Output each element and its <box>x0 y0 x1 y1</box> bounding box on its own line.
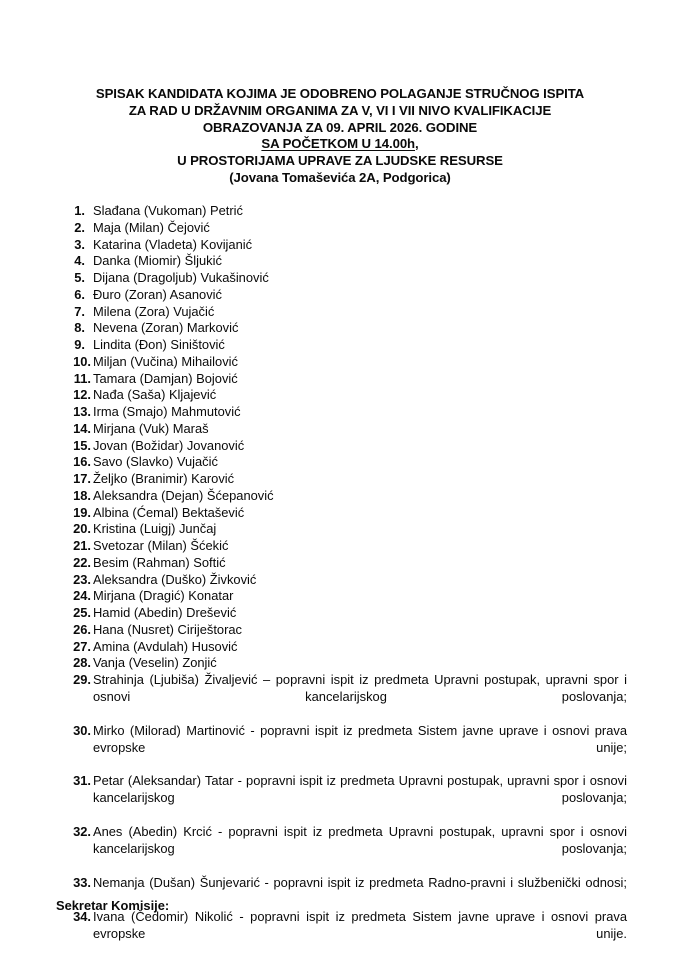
list-item-number: 8. <box>74 320 85 336</box>
list-item-text: Mirjana (Dragić) Konatar <box>93 588 234 604</box>
list-item <box>63 203 627 220</box>
list-item <box>63 588 627 605</box>
list-item <box>63 471 627 488</box>
list-item-text: Tamara (Damjan) Bojović <box>93 370 238 386</box>
list-item-number: 2. <box>74 219 85 235</box>
list-item-number: 32. <box>73 824 91 840</box>
list-item-number: 30. <box>73 722 91 738</box>
list-item-text: Miljan (Vučina) Mihailović <box>93 353 238 369</box>
list-item <box>63 773 627 824</box>
document-header <box>40 86 640 187</box>
header-line-5: U PROSTORIJAMA UPRAVE ZA LJUDSKE RESURSE <box>177 153 503 169</box>
list-item-text: Maja (Milan) Čejović <box>93 219 210 235</box>
list-item-number: 25. <box>73 605 91 620</box>
header-line-4 <box>40 136 640 153</box>
list-item <box>63 220 627 237</box>
list-item-text: Ivana (Čedomir) Nikolić - popravni ispit iz predmeta Sistem javne uprave i osnovi prava evropske unije. <box>93 908 627 941</box>
list-item-text: Aleksandra (Dejan) Šćepanović <box>93 487 274 503</box>
list-item-text: Savo (Slavko) Vujačić <box>93 454 218 470</box>
list-item-text: Dijana (Dragoljub) Vukašinović <box>93 270 269 285</box>
header-line-underlined-text: SA POČETKOM U 14.00h <box>261 136 416 152</box>
list-item-number: 10. <box>73 353 91 369</box>
list-item-number: 20. <box>73 521 91 537</box>
header-line-6: (Jovana Tomaševića 2A, Podgorica) <box>229 169 451 185</box>
list-item <box>63 320 627 337</box>
header-line-3: OBRAZOVANJA ZA 09. APRIL 2026. GODINE <box>202 119 478 135</box>
list-item <box>63 371 627 388</box>
list-item <box>63 538 627 555</box>
list-item <box>63 505 627 522</box>
list-item-text: Nađa (Saša) Kljajević <box>93 387 217 403</box>
list-item-number: 24. <box>73 588 91 604</box>
list-item-text: Danka (Miomir) Šljukić <box>93 253 222 269</box>
list-item-number: 34. <box>73 908 91 924</box>
list-item-text: Strahinja (Ljubiša) Živaljević – popravni ispit iz predmeta Upravni postupak, upravni spor i osnovi kancelarijskog poslovanja; <box>93 672 627 704</box>
list-item-number: 33. <box>73 874 91 890</box>
list-item-text: Hana (Nusret) Ciriještorac <box>93 621 242 637</box>
list-item-text: Slađana (Vukoman) Petrić <box>93 203 243 218</box>
list-item-number: 12. <box>73 387 91 403</box>
list-item <box>63 572 627 589</box>
list-item-text: Nemanja (Dušan) Šunjevarić - popravni ispit iz predmeta Radno-pravni i službenički odnosi; <box>93 874 627 890</box>
list-item-number: 13. <box>73 404 91 419</box>
list-item <box>63 655 627 672</box>
list-item-text: Mirko (Milorad) Martinović - popravni ispit iz predmeta Sistem javne uprave i osnovi prava evropske unije; <box>93 722 627 755</box>
list-item <box>63 287 627 304</box>
list-item-text: Svetozar (Milan) Šćekić <box>93 538 229 553</box>
secretary-signature-label: Sekretar Komisije: <box>56 898 170 913</box>
header-line-2: ZA RAD U DRŽAVNIM ORGANIMA ZA V, VI I VII NIVO KVALIFIKACIJE <box>128 102 552 118</box>
list-item-text: Besim (Rahman) Softić <box>93 554 226 570</box>
list-item <box>63 270 627 287</box>
list-item-number: 3. <box>74 236 85 252</box>
list-item <box>63 387 627 404</box>
list-item <box>63 237 627 254</box>
list-item-number: 6. <box>74 286 85 302</box>
list-item-text: Jovan (Božidar) Jovanović <box>93 437 245 453</box>
list-item-number: 19. <box>73 504 91 520</box>
list-item-number: 4. <box>74 253 85 269</box>
list-item <box>63 555 627 572</box>
list-item <box>63 488 627 505</box>
list-item-text: Đuro (Zoran) Asanović <box>93 286 222 302</box>
header-line-trailing-punctuation: , <box>415 136 419 152</box>
list-item <box>63 454 627 471</box>
list-item-number: 17. <box>73 471 91 486</box>
list-item-text: Katarina (Vladeta) Kovijanić <box>93 236 253 252</box>
list-item-text: Irma (Smajo) Mahmutović <box>93 404 241 419</box>
list-item-text: Željko (Branimir) Karović <box>93 471 235 486</box>
list-item <box>63 421 627 438</box>
list-item-text: Petar (Aleksandar) Tatar - popravni ispit iz predmeta Upravni postupak, upravni spor i osnovi kancelarijskog poslovanja; <box>93 773 627 806</box>
list-item-text: Lindita (Đon) Siništović <box>93 337 225 352</box>
list-item-text: Mirjana (Vuk) Maraš <box>93 420 209 436</box>
list-item-text: Anes (Abedin) Krcić - popravni ispit iz predmeta Upravni postupak, upravni spor i osnovi kancelarijskog poslovanja; <box>93 824 627 857</box>
list-item <box>63 304 627 321</box>
list-item-number: 21. <box>73 538 91 553</box>
list-item-number: 22. <box>73 554 91 570</box>
list-item-number: 5. <box>74 270 85 285</box>
list-item-text: Kristina (Luigj) Junčaj <box>93 521 217 537</box>
list-item <box>63 639 627 656</box>
candidate-list <box>63 203 627 959</box>
list-item <box>63 438 627 455</box>
list-item-text: Vanja (Veselin) Zonjić <box>93 655 217 671</box>
list-item <box>63 672 627 723</box>
list-item-number: 31. <box>73 773 91 789</box>
list-item <box>63 354 627 371</box>
list-item-number: 9. <box>74 337 85 352</box>
list-item <box>63 909 627 960</box>
list-item-number: 15. <box>73 437 91 453</box>
list-item-text: Amina (Avdulah) Husović <box>93 638 238 654</box>
list-item <box>63 253 627 270</box>
list-item-text: Aleksandra (Duško) Živković <box>93 571 257 587</box>
list-item-number: 14. <box>73 420 91 436</box>
list-item-number: 28. <box>73 655 91 671</box>
list-item <box>63 337 627 354</box>
list-item-number: 18. <box>73 487 91 503</box>
list-item-text: Hamid (Abedin) Drešević <box>93 605 237 620</box>
list-item-number: 7. <box>74 303 85 319</box>
list-item-text: Albina (Ćemal) Bektašević <box>93 504 245 520</box>
list-item-number: 27. <box>73 638 91 654</box>
list-item <box>63 622 627 639</box>
list-item <box>63 521 627 538</box>
list-item <box>63 824 627 875</box>
list-item-text: Milena (Zora) Vujačić <box>93 303 215 319</box>
list-item-number: 1. <box>74 203 85 218</box>
list-item-text: Nevena (Zoran) Marković <box>93 320 239 336</box>
list-item <box>63 605 627 622</box>
list-item-number: 26. <box>73 621 91 637</box>
list-item <box>63 723 627 774</box>
list-item-number: 11. <box>73 370 91 386</box>
list-item <box>63 404 627 421</box>
list-item-number: 23. <box>73 571 91 587</box>
list-item-number: 29. <box>73 672 91 687</box>
list-item-number: 16. <box>73 454 91 470</box>
header-line-1: SPISAK KANDIDATA KOJIMA JE ODOBRENO POLAGANJE STRUČNOG ISPITA <box>95 86 585 101</box>
